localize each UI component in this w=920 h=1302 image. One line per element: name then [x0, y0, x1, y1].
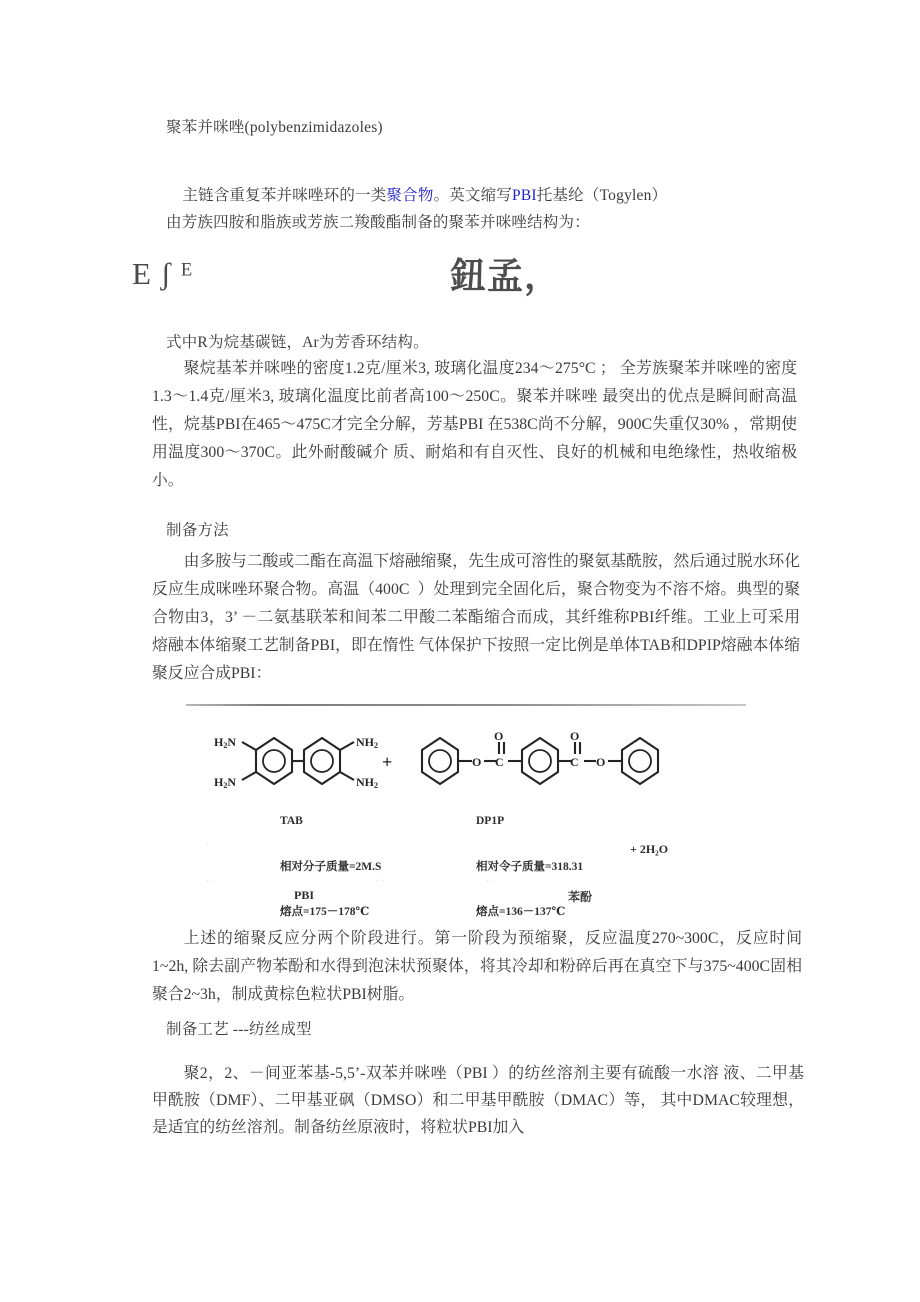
dp1p-left-phenyl-circle	[429, 750, 451, 772]
spinning-solvent-paragraph: 聚2，2、－间亚苯基-5,5’-双苯并咪唑（PBI ）的纺丝溶剂主要有硫酸一水溶 液、二甲基甲酰胺（DMF）、二甲基亚砜（DMSO）和二甲基甲酰胺（DMAC）等， 其中DMAC较理想，是适宜的纺丝溶剂。制备纺丝原液时，将粒状PBI加入	[152, 1065, 804, 1137]
definition-text-middle: 。英文缩写	[433, 187, 513, 205]
section-heading-spinning-process: 制备工艺 ---纺丝成型	[166, 1021, 312, 1038]
dp1p-label-c-left: C	[495, 755, 504, 769]
tab-bond-nh2-upper-right	[340, 742, 354, 750]
reaction-stages-paragraph: 上述的缩聚反应分两个阶段进行。第一阶段为预缩聚，反应温度270~300C，反应时间1~2h, 除去副产物苯酚和水得到泡沫状预聚体，将其冷却和粉碎后再在真空下与375~400C固相聚合2~3h，制成黄棕色粒状PBI树脂。	[152, 930, 802, 1004]
r-ar-note: 式中R为烷基碳链，Ar为芳香环结构。	[166, 334, 429, 351]
caption-dp1p-molar-mass: 相对令子质量=318.31	[476, 860, 584, 873]
garbled-glyphs-right: 鈕孟，	[450, 256, 562, 297]
tab-ring-b-outer	[304, 738, 340, 784]
scan-speckle-row-lower-c: ··	[486, 876, 499, 887]
reaction-plus-sign: +	[382, 752, 393, 772]
product-pbi-label: PBI	[294, 888, 315, 902]
tab-label-h2n-lower: H2N	[214, 775, 237, 790]
dp1p-left-phenyl-outer	[422, 738, 458, 784]
tab-bond-nh2-lower-left	[242, 772, 256, 780]
properties-paragraph: 聚烷基苯并咪唑的密度1.2克/厘米3, 玻璃化温度234～275°C ； 全芳族聚苯并咪唑的密度1.3～1.4克/厘米3, 玻璃化温度比前者高100～250C。聚苯并咪唑 最突出的优点是瞬间耐高温性，烷基PBI在465～475C才完全分解，芳基PBI 在538C尚不分解，900C失重仅30% ，常期使用温度300～370C。此外耐酸碱介 质、耐焰和有自灭性、良好的机械和电绝缘性，热收缩极小。	[152, 360, 797, 490]
dp1p-central-ring-outer	[522, 738, 558, 784]
tab-bond-nh2-upper-left	[242, 742, 256, 750]
dp1p-right-phenyl-outer	[622, 738, 658, 784]
tab-ring-a-outer	[256, 738, 292, 784]
tab-ring-b-aromatic-circle	[311, 750, 333, 772]
dp1p-right-phenyl-circle	[629, 750, 651, 772]
dp1p-label-c-right: C	[570, 755, 579, 769]
dp1p-central-ring-circle	[529, 750, 551, 772]
scan-speckle-row-lower-a: ··	[206, 876, 219, 887]
document-title: 聚苯并咪唑(polybenzimidazoles)	[166, 119, 383, 136]
structure-intro-line: 由芳族四胺和脂族或芳族二羧酸酯制备的聚苯并咪唑结构为：	[166, 214, 590, 231]
dp1p-label-o-carbonyl-left: O	[494, 729, 504, 743]
byproduct-phenol-label: 苯酚	[568, 890, 593, 904]
reaction-scheme-figure	[186, 690, 746, 930]
garbled-glyphs-left: E ʃ ᴱ	[132, 256, 194, 291]
reaction-structures-svg	[186, 708, 746, 818]
tab-label-h2n-upper: H2N	[214, 735, 237, 750]
dp1p-label-o-carbonyl-right: O	[570, 729, 580, 743]
tab-ring-a-aromatic-circle	[263, 750, 285, 772]
caption-tab-melting-point: 熔点=175－178℃	[280, 906, 370, 919]
definition-text-before: 主链含重复苯并咪唑环的一类	[182, 187, 387, 205]
caption-dp1p-melting-point: 熔点=136－137℃	[476, 906, 566, 919]
link-polymer[interactable]: 聚合物	[386, 187, 434, 205]
link-pbi[interactable]: PBI	[512, 187, 537, 205]
dp1p-label-o-ester-right: O	[596, 755, 606, 769]
preparation-paragraph: 由多胺与二酸或二酯在高温下熔融缩聚，先生成可溶性的聚氨基酰胺，然后通过脱水环化反应生成咪唑环聚合物。高温（400C ）处理到完全固化后，聚合物变为不溶不熔。典型的聚合物由3，3’ －二氨基联苯和间苯二甲酸二苯酯缩合而成，其纤维称PBI纤维。工业上可采用熔融本体缩聚工艺制备PBI，即在惰性 气体保护下按照一定比例是单体TAB和DPIP熔融本体缩聚反应合成PBI：	[152, 553, 800, 683]
section-heading-preparation-method: 制备方法	[166, 522, 229, 539]
scan-speckle-row-upper: ·	[206, 840, 213, 851]
caption-tab-molar-mass: 相对分子质量=2M.S	[280, 860, 382, 873]
dp1p-label-o-ester-left: O	[472, 755, 482, 769]
garbled-structural-formula	[132, 248, 772, 310]
definition-text-after: 托基纶（Togylen）	[536, 187, 668, 205]
caption-dp1p-name: DP1P	[476, 815, 505, 828]
tab-bond-nh2-lower-right	[340, 772, 354, 780]
caption-tab-name: TAB	[280, 815, 303, 828]
scan-speckle-row-lower-b: ··	[376, 876, 389, 887]
scheme-top-rule	[186, 704, 746, 706]
tab-label-nh2-lower: NH2	[356, 775, 378, 790]
byproduct-water-label: + 2H₂O	[630, 842, 669, 856]
tab-label-nh2-upper: NH2	[356, 735, 378, 750]
